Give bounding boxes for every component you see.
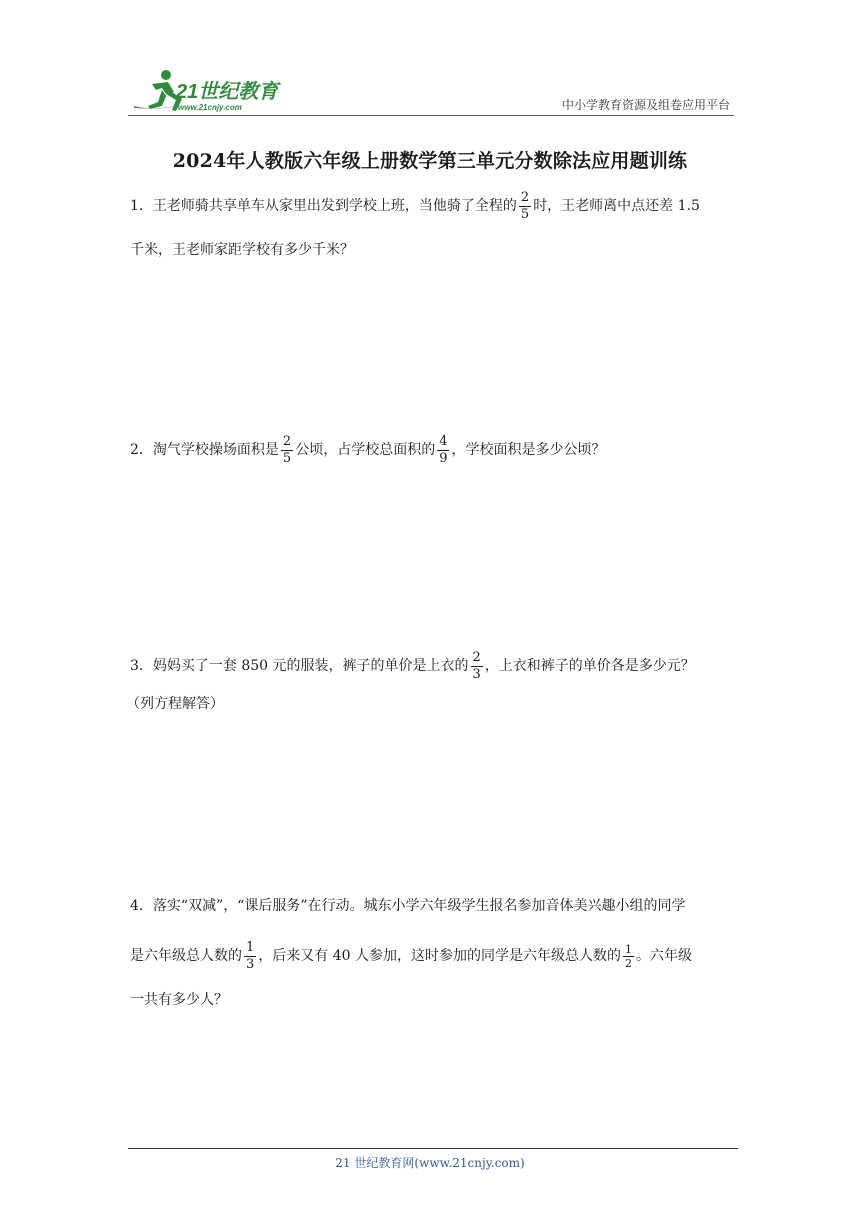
fraction: $\frac{1}{3}$ [246, 939, 255, 972]
logo-21cnjy [128, 66, 288, 114]
q4-text: 4．落实“双减”，“课后服务”在行动。城东小学六年级学生报名参加音体美兴趣小组的同学 [130, 898, 686, 914]
q1-text: 千米，王老师家距学校有多少千米？ [130, 242, 354, 258]
platform-tagline: 中小学教育资源及组卷应用平台 [561, 98, 730, 112]
fraction: $\frac{2}{5}$ [520, 189, 530, 222]
page-header [128, 66, 734, 116]
q2-text: 2．淘气学校操场面积是 [130, 442, 279, 458]
q1-text: 时，王老师离中点还差 1.5 [533, 198, 700, 214]
q2-text: ，学校面积是多少公顷？ [451, 442, 606, 458]
svg-text:www.21cnjy.com: www.21cnjy.com [178, 103, 242, 112]
q4-text: 。六年级 [636, 948, 692, 964]
q4-text: ，后来又有 40 人参加，这时参加的同学是六年级总人数的 [258, 948, 621, 964]
question-2 [130, 428, 732, 472]
footer-divider [128, 1148, 738, 1149]
page-title: 2024年人教版六年级上册数学第三单元分数除法应用题训练 [172, 150, 688, 172]
question-1 [130, 184, 732, 272]
fraction: $\frac{1}{2}$ [625, 942, 632, 970]
q3-text: ，上衣和裤子的单价各是多少元？ [484, 658, 695, 674]
q4-text: 是六年级总人数的 [130, 948, 242, 964]
question-3 [126, 644, 732, 726]
svg-text:21世纪教育: 21世纪教育 [176, 81, 279, 103]
q3-text: （列方程解答） [126, 696, 224, 712]
fraction: $\frac{2}{3}$ [472, 649, 481, 682]
q1-text: 1．王老师骑共享单车从家里出发到学校上班，当他骑了全程的 [130, 198, 517, 214]
fraction: $\frac{4}{9}$ [439, 433, 448, 466]
q3-text: 3．妈妈买了一套 850 元的服装，裤子的单价是上衣的 [130, 658, 469, 674]
question-4 [130, 884, 732, 1022]
q2-text: 公顷，占学校总面积的 [295, 442, 436, 458]
header-divider [128, 115, 734, 116]
fraction: $\frac{2}{5}$ [282, 433, 292, 466]
footer-link[interactable]: 21 世纪教育网(www.21cnjy.com) [335, 1156, 525, 1170]
q4-text: 一共有多少人？ [130, 992, 228, 1008]
